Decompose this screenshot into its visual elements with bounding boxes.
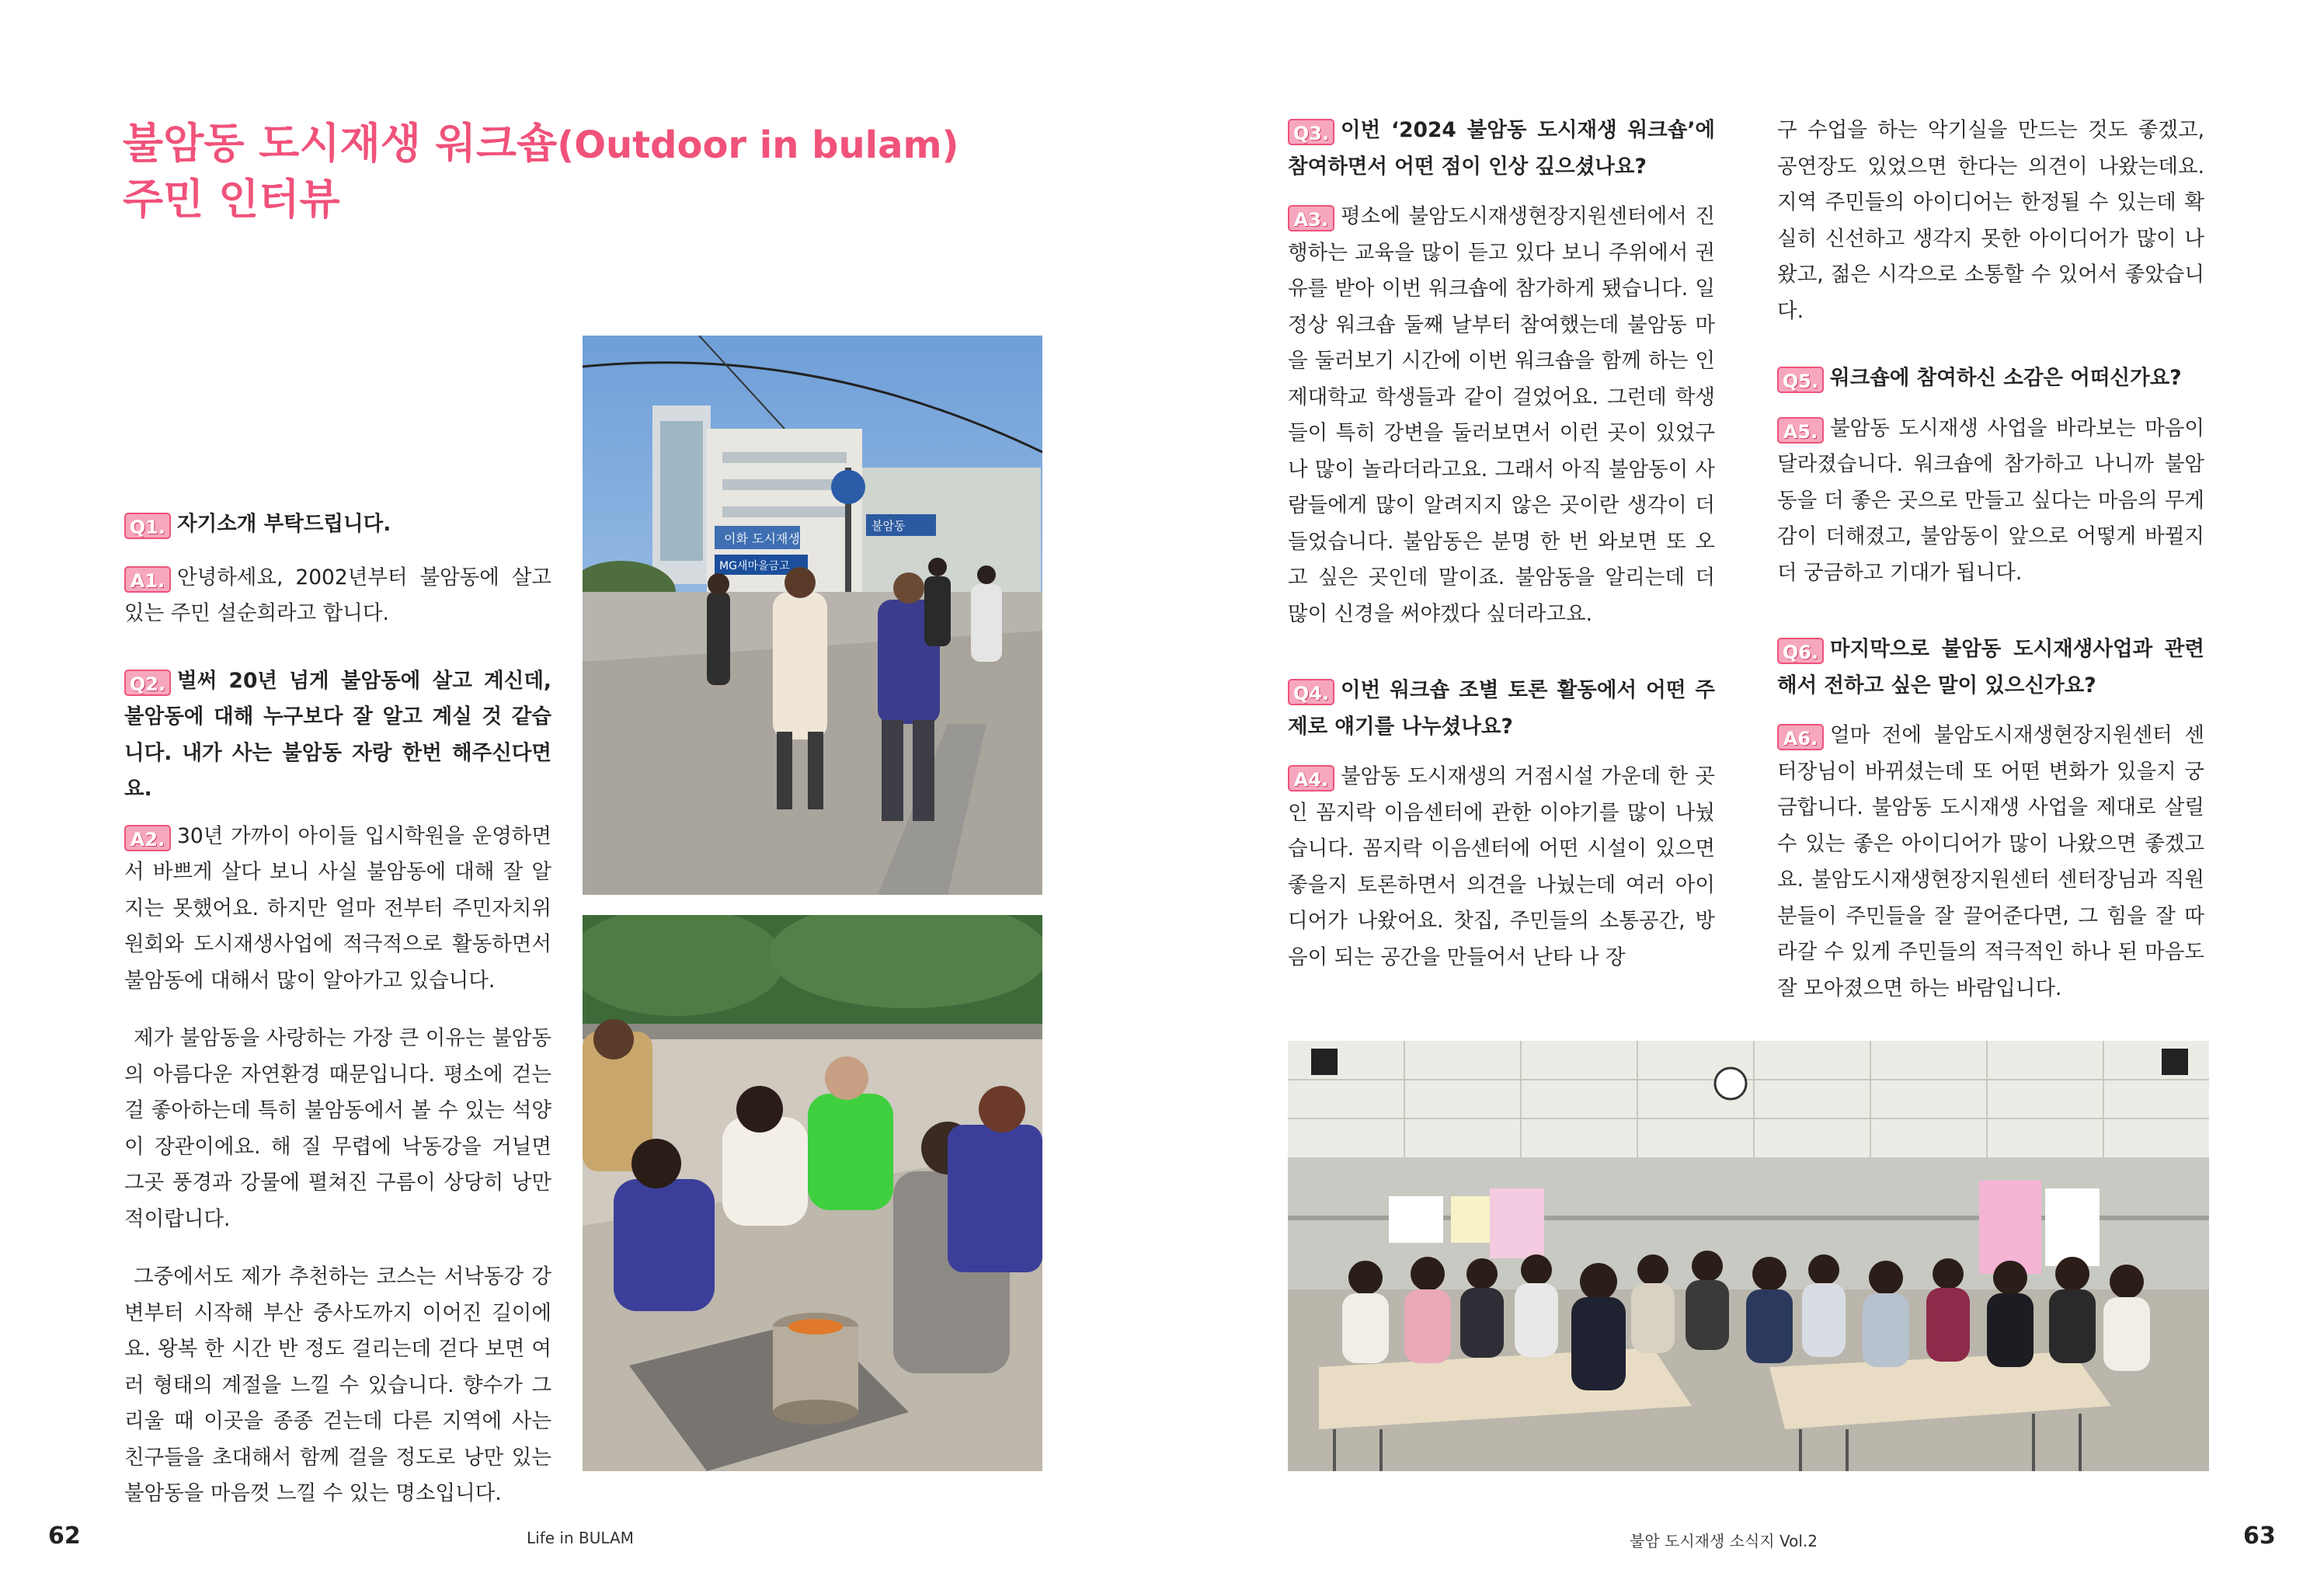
- middle-column: [1288, 113, 1715, 976]
- question-6: [1777, 631, 2204, 704]
- a6-badge: A6.: [1777, 724, 1824, 750]
- a2-badge: A2.: [124, 825, 171, 851]
- a1-text: 안녕하세요, 2002년부터 불암동에 살고 있는 주민 설순희라고 합니다.: [124, 565, 551, 625]
- sign-text-3: 불암동: [872, 519, 906, 533]
- a6-text: 얼마 전에 불암도시재생현장지원센터 센터장님이 바뀌셨는데 또 어떤 변화가 있을지 궁금합니다. 불암동 도시재생 사업을 제대로 살릴 수 있는 좋은 아이디어가 많이 나왔으면 좋겠고요. 불암도시재생현장지원센터 센터장님과 직원분들이 주민들을 잘 끌어준다면, 그 힘을 잘 따라갈 수 있게 주민들의 적극적인 하나 된 마음도 잘 모아졌으면 하는 바람입니다.: [1777, 723, 2204, 1000]
- q5-text: 워크숍에 참여하신 소감은 어떠신가요?: [1830, 366, 2182, 390]
- answer-4-continued: 구 수업을 하는 악기실을 만드는 것도 좋겠고, 공연장도 있었으면 한다는 의견이 나왔는데요. 지역 주민들의 아이디어는 한정될 수 있는데 확실히 신선하고 생각지 못한 아이디어가 많이 나왔고, 젊은 시각으로 소통할 수 있어서 좋았습니다.: [1777, 118, 2204, 323]
- q4-badge: Q4.: [1288, 679, 1334, 705]
- a1-badge: A1.: [124, 566, 171, 593]
- answer-4: [1288, 759, 1715, 976]
- left-page-number: 62: [48, 1522, 81, 1550]
- a3-text: 평소에 불암도시재생현장지원센터에서 진행하는 교육을 많이 듣고 있다 보니 주위에서 권유를 받아 이번 워크숍에 참가하게 됐습니다. 일정상 워크숍 둘째 날부터 참여했는데 불암동 마을 둘러보기 시간에 이번 워크숍을 함께 하는 인제대학교 학생들과 같이 걸었어요. 그런데 학생들이 특히 강변을 둘러보면서 이런 곳이 있었구나 많이 놀라더라고요. 그래서 아직 불암동이 사람들에게 많이 알려지지 않은 곳이란 생각이 더 들었습니다. 불암동은 분명 한 번 와보면 또 오고 싶은 곳인데 말이죠. 불암동을 알리는데 더 많이 신경을 써야겠다 싶더라고요.: [1288, 204, 1715, 626]
- q3-text: 이번 ‘2024 불암동 도시재생 워크숍’에 참여하면서 어떤 점이 인상 깊으셨나요?: [1288, 118, 1715, 179]
- q3-badge: Q3.: [1288, 119, 1334, 145]
- photo-workshop-group: [1288, 1041, 2209, 1471]
- a4-text: 불암동 도시재생의 거점시설 가운데 한 곳인 꼼지락 이음센터에 관한 이야기를 많이 나눴습니다. 꼼지락 이음센터에 어떤 시설이 있으면 좋을지 토론하면서 의견을 나눴는데 여러 아이디어가 나왔어요. 찻집, 주민들의 소통공간, 방음이 되는 공간을 만들어서 난타 나 장: [1288, 764, 1715, 969]
- question-2: [124, 663, 551, 808]
- q2-text: 벌써 20년 넘게 불암동에 살고 계신데, 불암동에 대해 누구보다 잘 알고 계실 것 같습니다. 내가 사는 불암동 자랑 한번 해주신다면요.: [124, 668, 551, 801]
- right-page-number: 63: [2243, 1522, 2276, 1550]
- q1-text: 자기소개 부탁드립니다.: [177, 512, 391, 536]
- left-column: [124, 506, 551, 1512]
- left-running-head: Life in BULAM: [527, 1529, 634, 1547]
- q4-text: 이번 워크숍 조별 토론 활동에서 어떤 주제로 얘기를 나누셨나요?: [1288, 678, 1715, 739]
- answer-2-paragraph-2: 제가 불암동을 사랑하는 가장 큰 이유는 불암동의 아름다운 자연환경 때문입니다. 평소에 걷는 걸 좋아하는데 특히 불암동에서 볼 수 있는 석양이 장관이에요. 해 질 무렵에 낙동강을 거닐면 그곳 풍경과 강물에 펼쳐진 구름이 상당히 낭만적이랍니다.: [124, 1026, 551, 1231]
- sign-text-1: 이화 도시재생: [724, 531, 800, 546]
- q5-badge: Q5.: [1777, 367, 1824, 393]
- q6-badge: Q6.: [1777, 638, 1824, 664]
- photo-street-walk: [583, 336, 1042, 895]
- answer-2-paragraph-3: 그중에서도 제가 추천하는 코스는 서낙동강 강변부터 시작해 부산 중사도까지 이어진 길이에요. 왕복 한 시간 반 정도 걸리는데 걷다 보면 여러 형태의 계절을 느낄 수 있습니다. 향수가 그리울 때 이곳을 종종 걷는데 다른 지역에 사는 친구들을 초대해서 함께 걸을 정도로 낭만 있는 불암동을 마음껏 느낄 수 있는 명소입니다.: [124, 1265, 551, 1505]
- article-title: [123, 117, 993, 227]
- question-4: [1288, 673, 1715, 745]
- q6-text: 마지막으로 불암동 도시재생사업과 관련해서 전하고 싶은 말이 있으신가요?: [1777, 637, 2204, 698]
- a2-text: 30년 가까이 아이들 입시학원을 운영하면서 바쁘게 살다 보니 사실 불암동에 대해 잘 알지는 못했어요. 하지만 얼마 전부터 주민자치위원회와 도시재생사업에 적극적으로 활동하면서 불암동에 대해서 많이 알아가고 있습니다.: [124, 823, 551, 993]
- q2-badge: Q2.: [124, 670, 171, 696]
- a3-badge: A3.: [1288, 205, 1334, 231]
- title-subtitle: (Outdoor in bulam): [557, 124, 959, 167]
- question-5: [1777, 360, 2204, 397]
- question-3: [1288, 113, 1715, 185]
- answer-3: [1288, 199, 1715, 632]
- answer-5: [1777, 411, 2204, 592]
- q1-badge: Q1.: [124, 513, 171, 539]
- a4-badge: A4.: [1288, 765, 1334, 792]
- title-line2: 주민 인터뷰: [123, 175, 340, 224]
- answer-6: [1777, 718, 2204, 1007]
- question-1: [124, 506, 551, 543]
- answer-2: [124, 819, 551, 1000]
- a5-text: 불암동 도시재생 사업을 바라보는 마음이 달라졌습니다. 워크숍에 참가하고 나니까 불암동을 더 좋은 곳으로 만들고 싶다는 마음의 무게감이 더해졌고, 불암동이 앞으로 어떻게 바뀔지 더 궁금하고 기대가 됩니다.: [1777, 416, 2204, 585]
- a5-badge: A5.: [1777, 417, 1824, 444]
- photo-firepit-gathering: [583, 915, 1042, 1471]
- answer-1: [124, 560, 551, 632]
- right-running-head: 불암 도시재생 소식지 Vol.2: [1630, 1532, 1818, 1550]
- right-column: [1777, 113, 2204, 1007]
- sign-text-2: MG새마을금고: [719, 560, 790, 572]
- title-main: 불암동 도시재생 워크숍: [123, 119, 558, 168]
